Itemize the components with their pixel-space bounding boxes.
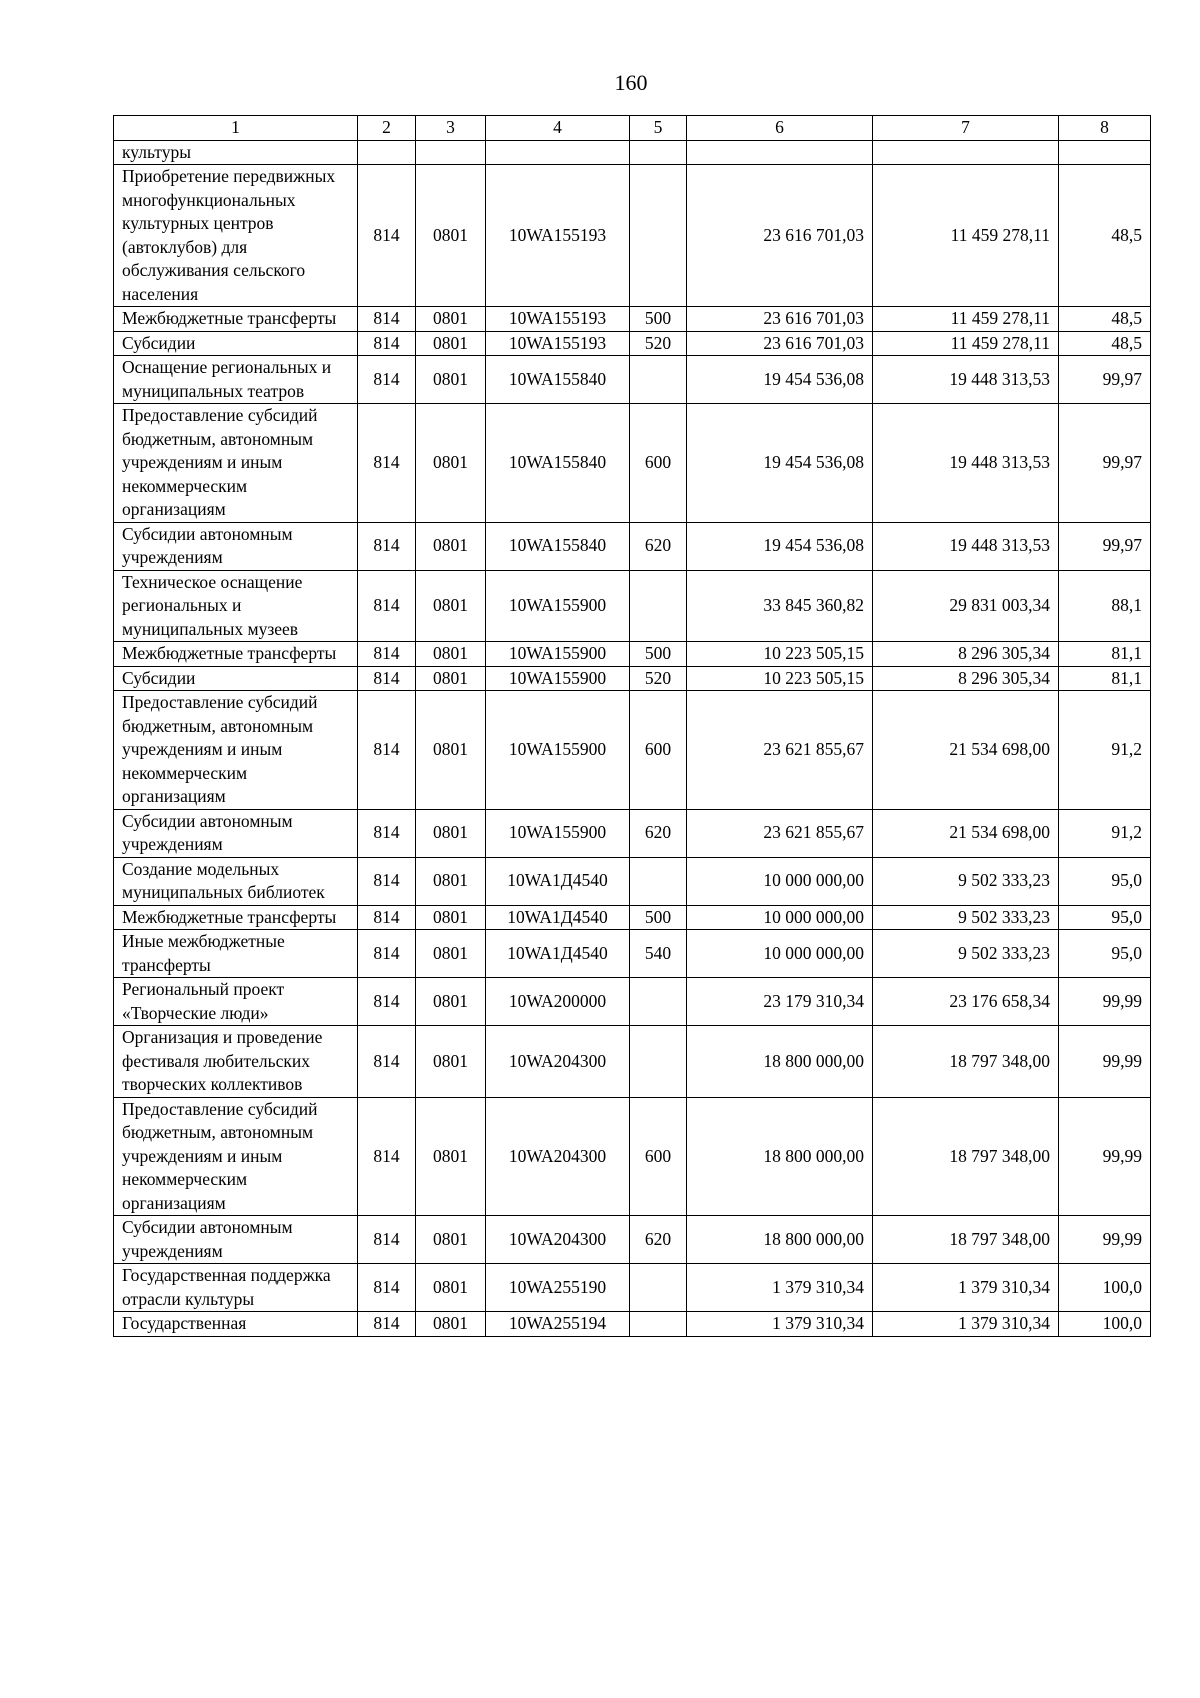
cell-planned-amount: 18 800 000,00 xyxy=(687,1026,873,1098)
cell-ministry-code: 814 xyxy=(358,1216,416,1264)
cell-name: Региональный проект «Творческие люди» xyxy=(114,978,358,1026)
cell-expense-type: 500 xyxy=(630,905,687,930)
cell-name: Субсидии автономным учреждениям xyxy=(114,809,358,857)
column-header: 2 xyxy=(358,116,416,141)
cell-planned-amount: 23 616 701,03 xyxy=(687,331,873,356)
table-row xyxy=(114,642,1151,667)
cell-planned-amount: 33 845 360,82 xyxy=(687,570,873,642)
cell-expense-type: 500 xyxy=(630,642,687,667)
cell-target-article: 10WA204300 xyxy=(486,1026,630,1098)
cell-executed-amount: 8 296 305,34 xyxy=(873,666,1059,691)
cell-executed-amount: 11 459 278,11 xyxy=(873,331,1059,356)
cell-planned-amount: 10 000 000,00 xyxy=(687,857,873,905)
table-row xyxy=(114,1264,1151,1312)
table-row xyxy=(114,666,1151,691)
table-row xyxy=(114,1026,1151,1098)
cell-target-article: 10WA1Д4540 xyxy=(486,857,630,905)
table-row xyxy=(114,978,1151,1026)
cell-planned-amount: 18 800 000,00 xyxy=(687,1216,873,1264)
cell-executed-amount: 11 459 278,11 xyxy=(873,307,1059,332)
cell-planned-amount: 23 621 855,67 xyxy=(687,691,873,810)
cell-planned-amount: 1 379 310,34 xyxy=(687,1312,873,1337)
column-header: 3 xyxy=(416,116,486,141)
cell-target-article xyxy=(486,140,630,165)
cell-expense-type xyxy=(630,1026,687,1098)
cell-section-code: 0801 xyxy=(416,165,486,307)
cell-section-code: 0801 xyxy=(416,905,486,930)
cell-name: Межбюджетные трансферты xyxy=(114,642,358,667)
cell-expense-type: 540 xyxy=(630,930,687,978)
cell-planned-amount: 23 179 310,34 xyxy=(687,978,873,1026)
cell-expense-type: 600 xyxy=(630,691,687,810)
cell-planned-amount: 10 223 505,15 xyxy=(687,642,873,667)
cell-ministry-code: 814 xyxy=(358,905,416,930)
cell-section-code: 0801 xyxy=(416,1026,486,1098)
table-row xyxy=(114,307,1151,332)
cell-name: Техническое оснащение региональных и муниципальных музеев xyxy=(114,570,358,642)
cell-name: Межбюджетные трансферты xyxy=(114,905,358,930)
cell-ministry-code: 814 xyxy=(358,978,416,1026)
table-row xyxy=(114,1216,1151,1264)
cell-execution-percent: 81,1 xyxy=(1059,666,1151,691)
cell-section-code xyxy=(416,140,486,165)
cell-section-code: 0801 xyxy=(416,522,486,570)
cell-executed-amount: 9 502 333,23 xyxy=(873,857,1059,905)
cell-executed-amount: 19 448 313,53 xyxy=(873,356,1059,404)
table-row xyxy=(114,905,1151,930)
cell-target-article: 10WA255194 xyxy=(486,1312,630,1337)
column-number-row xyxy=(114,116,1151,141)
cell-expense-type xyxy=(630,356,687,404)
cell-planned-amount: 23 621 855,67 xyxy=(687,809,873,857)
cell-ministry-code: 814 xyxy=(358,809,416,857)
cell-target-article: 10WA255190 xyxy=(486,1264,630,1312)
cell-name: Оснащение региональных и муниципальных театров xyxy=(114,356,358,404)
cell-target-article: 10WA155193 xyxy=(486,165,630,307)
cell-section-code: 0801 xyxy=(416,307,486,332)
cell-executed-amount: 21 534 698,00 xyxy=(873,809,1059,857)
cell-execution-percent: 99,99 xyxy=(1059,978,1151,1026)
cell-planned-amount: 10 000 000,00 xyxy=(687,905,873,930)
cell-execution-percent: 48,5 xyxy=(1059,331,1151,356)
cell-execution-percent: 100,0 xyxy=(1059,1264,1151,1312)
cell-name: культуры xyxy=(114,140,358,165)
cell-ministry-code: 814 xyxy=(358,666,416,691)
cell-section-code: 0801 xyxy=(416,666,486,691)
page-number: 160 xyxy=(614,70,648,95)
cell-expense-type xyxy=(630,978,687,1026)
table-row xyxy=(114,165,1151,307)
cell-target-article: 10WA155900 xyxy=(486,809,630,857)
cell-planned-amount: 19 454 536,08 xyxy=(687,356,873,404)
cell-name: Субсидии автономным учреждениям xyxy=(114,1216,358,1264)
cell-executed-amount: 23 176 658,34 xyxy=(873,978,1059,1026)
cell-name: Межбюджетные трансферты xyxy=(114,307,358,332)
cell-ministry-code: 814 xyxy=(358,1097,416,1216)
cell-execution-percent: 99,97 xyxy=(1059,356,1151,404)
table-row xyxy=(114,331,1151,356)
cell-ministry-code: 814 xyxy=(358,930,416,978)
cell-execution-percent: 100,0 xyxy=(1059,1312,1151,1337)
cell-expense-type: 500 xyxy=(630,307,687,332)
cell-ministry-code: 814 xyxy=(358,356,416,404)
cell-execution-percent: 99,97 xyxy=(1059,522,1151,570)
cell-executed-amount: 21 534 698,00 xyxy=(873,691,1059,810)
cell-execution-percent: 91,2 xyxy=(1059,809,1151,857)
cell-expense-type xyxy=(630,570,687,642)
table-row xyxy=(114,809,1151,857)
cell-planned-amount: 18 800 000,00 xyxy=(687,1097,873,1216)
cell-executed-amount: 18 797 348,00 xyxy=(873,1097,1059,1216)
cell-name: Предоставление субсидий бюджетным, автономным учреждениям и иным некоммерческим организациям xyxy=(114,404,358,523)
cell-executed-amount: 19 448 313,53 xyxy=(873,522,1059,570)
cell-name: Предоставление субсидий бюджетным, автономным учреждениям и иным некоммерческим организациям xyxy=(114,1097,358,1216)
cell-ministry-code: 814 xyxy=(358,1312,416,1337)
cell-planned-amount: 23 616 701,03 xyxy=(687,165,873,307)
cell-executed-amount: 9 502 333,23 xyxy=(873,905,1059,930)
table-row xyxy=(114,356,1151,404)
column-header: 7 xyxy=(873,116,1059,141)
cell-executed-amount xyxy=(873,140,1059,165)
cell-ministry-code: 814 xyxy=(358,691,416,810)
table-row xyxy=(114,1097,1151,1216)
cell-section-code: 0801 xyxy=(416,691,486,810)
cell-target-article: 10WA155840 xyxy=(486,404,630,523)
cell-ministry-code: 814 xyxy=(358,307,416,332)
cell-target-article: 10WA155193 xyxy=(486,307,630,332)
cell-expense-type xyxy=(630,1312,687,1337)
cell-execution-percent: 48,5 xyxy=(1059,165,1151,307)
cell-target-article: 10WA155900 xyxy=(486,666,630,691)
cell-execution-percent: 48,5 xyxy=(1059,307,1151,332)
cell-section-code: 0801 xyxy=(416,331,486,356)
cell-execution-percent: 81,1 xyxy=(1059,642,1151,667)
cell-planned-amount xyxy=(687,140,873,165)
cell-target-article: 10WA155900 xyxy=(486,691,630,810)
cell-name: Субсидии автономным учреждениям xyxy=(114,522,358,570)
cell-executed-amount: 1 379 310,34 xyxy=(873,1264,1059,1312)
table-row xyxy=(114,404,1151,523)
cell-ministry-code: 814 xyxy=(358,1026,416,1098)
cell-execution-percent: 88,1 xyxy=(1059,570,1151,642)
cell-name: Организация и проведение фестиваля любительских творческих коллективов xyxy=(114,1026,358,1098)
cell-target-article: 10WA155193 xyxy=(486,331,630,356)
cell-expense-type: 620 xyxy=(630,809,687,857)
cell-section-code: 0801 xyxy=(416,642,486,667)
cell-section-code: 0801 xyxy=(416,857,486,905)
cell-ministry-code: 814 xyxy=(358,1264,416,1312)
cell-execution-percent: 95,0 xyxy=(1059,905,1151,930)
cell-name: Государственная поддержка отрасли культуры xyxy=(114,1264,358,1312)
cell-target-article: 10WA204300 xyxy=(486,1097,630,1216)
cell-target-article: 10WA155840 xyxy=(486,356,630,404)
table-body xyxy=(114,140,1151,1336)
cell-execution-percent: 99,97 xyxy=(1059,404,1151,523)
cell-expense-type: 520 xyxy=(630,666,687,691)
cell-executed-amount: 18 797 348,00 xyxy=(873,1216,1059,1264)
cell-executed-amount: 11 459 278,11 xyxy=(873,165,1059,307)
cell-planned-amount: 23 616 701,03 xyxy=(687,307,873,332)
cell-expense-type: 620 xyxy=(630,1216,687,1264)
cell-planned-amount: 19 454 536,08 xyxy=(687,404,873,523)
budget-table xyxy=(113,115,1151,1337)
cell-section-code: 0801 xyxy=(416,978,486,1026)
cell-executed-amount: 9 502 333,23 xyxy=(873,930,1059,978)
cell-executed-amount: 29 831 003,34 xyxy=(873,570,1059,642)
cell-section-code: 0801 xyxy=(416,809,486,857)
cell-executed-amount: 1 379 310,34 xyxy=(873,1312,1059,1337)
cell-expense-type xyxy=(630,1264,687,1312)
column-header: 1 xyxy=(114,116,358,141)
cell-ministry-code: 814 xyxy=(358,165,416,307)
cell-name: Создание модельных муниципальных библиотек xyxy=(114,857,358,905)
cell-section-code: 0801 xyxy=(416,1312,486,1337)
cell-execution-percent: 99,99 xyxy=(1059,1026,1151,1098)
cell-target-article: 10WA200000 xyxy=(486,978,630,1026)
cell-section-code: 0801 xyxy=(416,570,486,642)
column-header: 4 xyxy=(486,116,630,141)
cell-expense-type: 620 xyxy=(630,522,687,570)
table-row xyxy=(114,930,1151,978)
table-row xyxy=(114,570,1151,642)
cell-executed-amount: 19 448 313,53 xyxy=(873,404,1059,523)
cell-ministry-code xyxy=(358,140,416,165)
cell-expense-type xyxy=(630,140,687,165)
cell-execution-percent: 91,2 xyxy=(1059,691,1151,810)
column-header: 6 xyxy=(687,116,873,141)
cell-target-article: 10WA155840 xyxy=(486,522,630,570)
cell-section-code: 0801 xyxy=(416,1097,486,1216)
cell-name: Субсидии xyxy=(114,666,358,691)
cell-name: Приобретение передвижных многофункциональных культурных центров (автоклубов) для обслуживания сельского населения xyxy=(114,165,358,307)
cell-planned-amount: 1 379 310,34 xyxy=(687,1264,873,1312)
cell-execution-percent xyxy=(1059,140,1151,165)
cell-planned-amount: 10 000 000,00 xyxy=(687,930,873,978)
cell-name: Государственная xyxy=(114,1312,358,1337)
column-header: 8 xyxy=(1059,116,1151,141)
cell-expense-type: 600 xyxy=(630,404,687,523)
cell-section-code: 0801 xyxy=(416,356,486,404)
table-row xyxy=(114,857,1151,905)
table-row xyxy=(114,1312,1151,1337)
cell-executed-amount: 18 797 348,00 xyxy=(873,1026,1059,1098)
table-row xyxy=(114,140,1151,165)
cell-ministry-code: 814 xyxy=(358,404,416,523)
cell-ministry-code: 814 xyxy=(358,522,416,570)
table-row xyxy=(114,522,1151,570)
cell-expense-type xyxy=(630,857,687,905)
cell-target-article: 10WA1Д4540 xyxy=(486,905,630,930)
cell-ministry-code: 814 xyxy=(358,642,416,667)
cell-target-article: 10WA1Д4540 xyxy=(486,930,630,978)
cell-name: Субсидии xyxy=(114,331,358,356)
cell-execution-percent: 99,99 xyxy=(1059,1216,1151,1264)
cell-section-code: 0801 xyxy=(416,1216,486,1264)
cell-target-article: 10WA155900 xyxy=(486,570,630,642)
cell-expense-type: 600 xyxy=(630,1097,687,1216)
cell-name: Иные межбюджетные трансферты xyxy=(114,930,358,978)
cell-execution-percent: 95,0 xyxy=(1059,857,1151,905)
cell-execution-percent: 95,0 xyxy=(1059,930,1151,978)
cell-ministry-code: 814 xyxy=(358,331,416,356)
cell-executed-amount: 8 296 305,34 xyxy=(873,642,1059,667)
table-row xyxy=(114,691,1151,810)
cell-expense-type xyxy=(630,165,687,307)
cell-target-article: 10WA204300 xyxy=(486,1216,630,1264)
cell-section-code: 0801 xyxy=(416,1264,486,1312)
cell-expense-type: 520 xyxy=(630,331,687,356)
cell-ministry-code: 814 xyxy=(358,570,416,642)
cell-section-code: 0801 xyxy=(416,404,486,523)
cell-execution-percent: 99,99 xyxy=(1059,1097,1151,1216)
cell-planned-amount: 19 454 536,08 xyxy=(687,522,873,570)
cell-ministry-code: 814 xyxy=(358,857,416,905)
cell-name: Предоставление субсидий бюджетным, автономным учреждениям и иным некоммерческим организациям xyxy=(114,691,358,810)
column-header: 5 xyxy=(630,116,687,141)
cell-target-article: 10WA155900 xyxy=(486,642,630,667)
cell-planned-amount: 10 223 505,15 xyxy=(687,666,873,691)
cell-section-code: 0801 xyxy=(416,930,486,978)
